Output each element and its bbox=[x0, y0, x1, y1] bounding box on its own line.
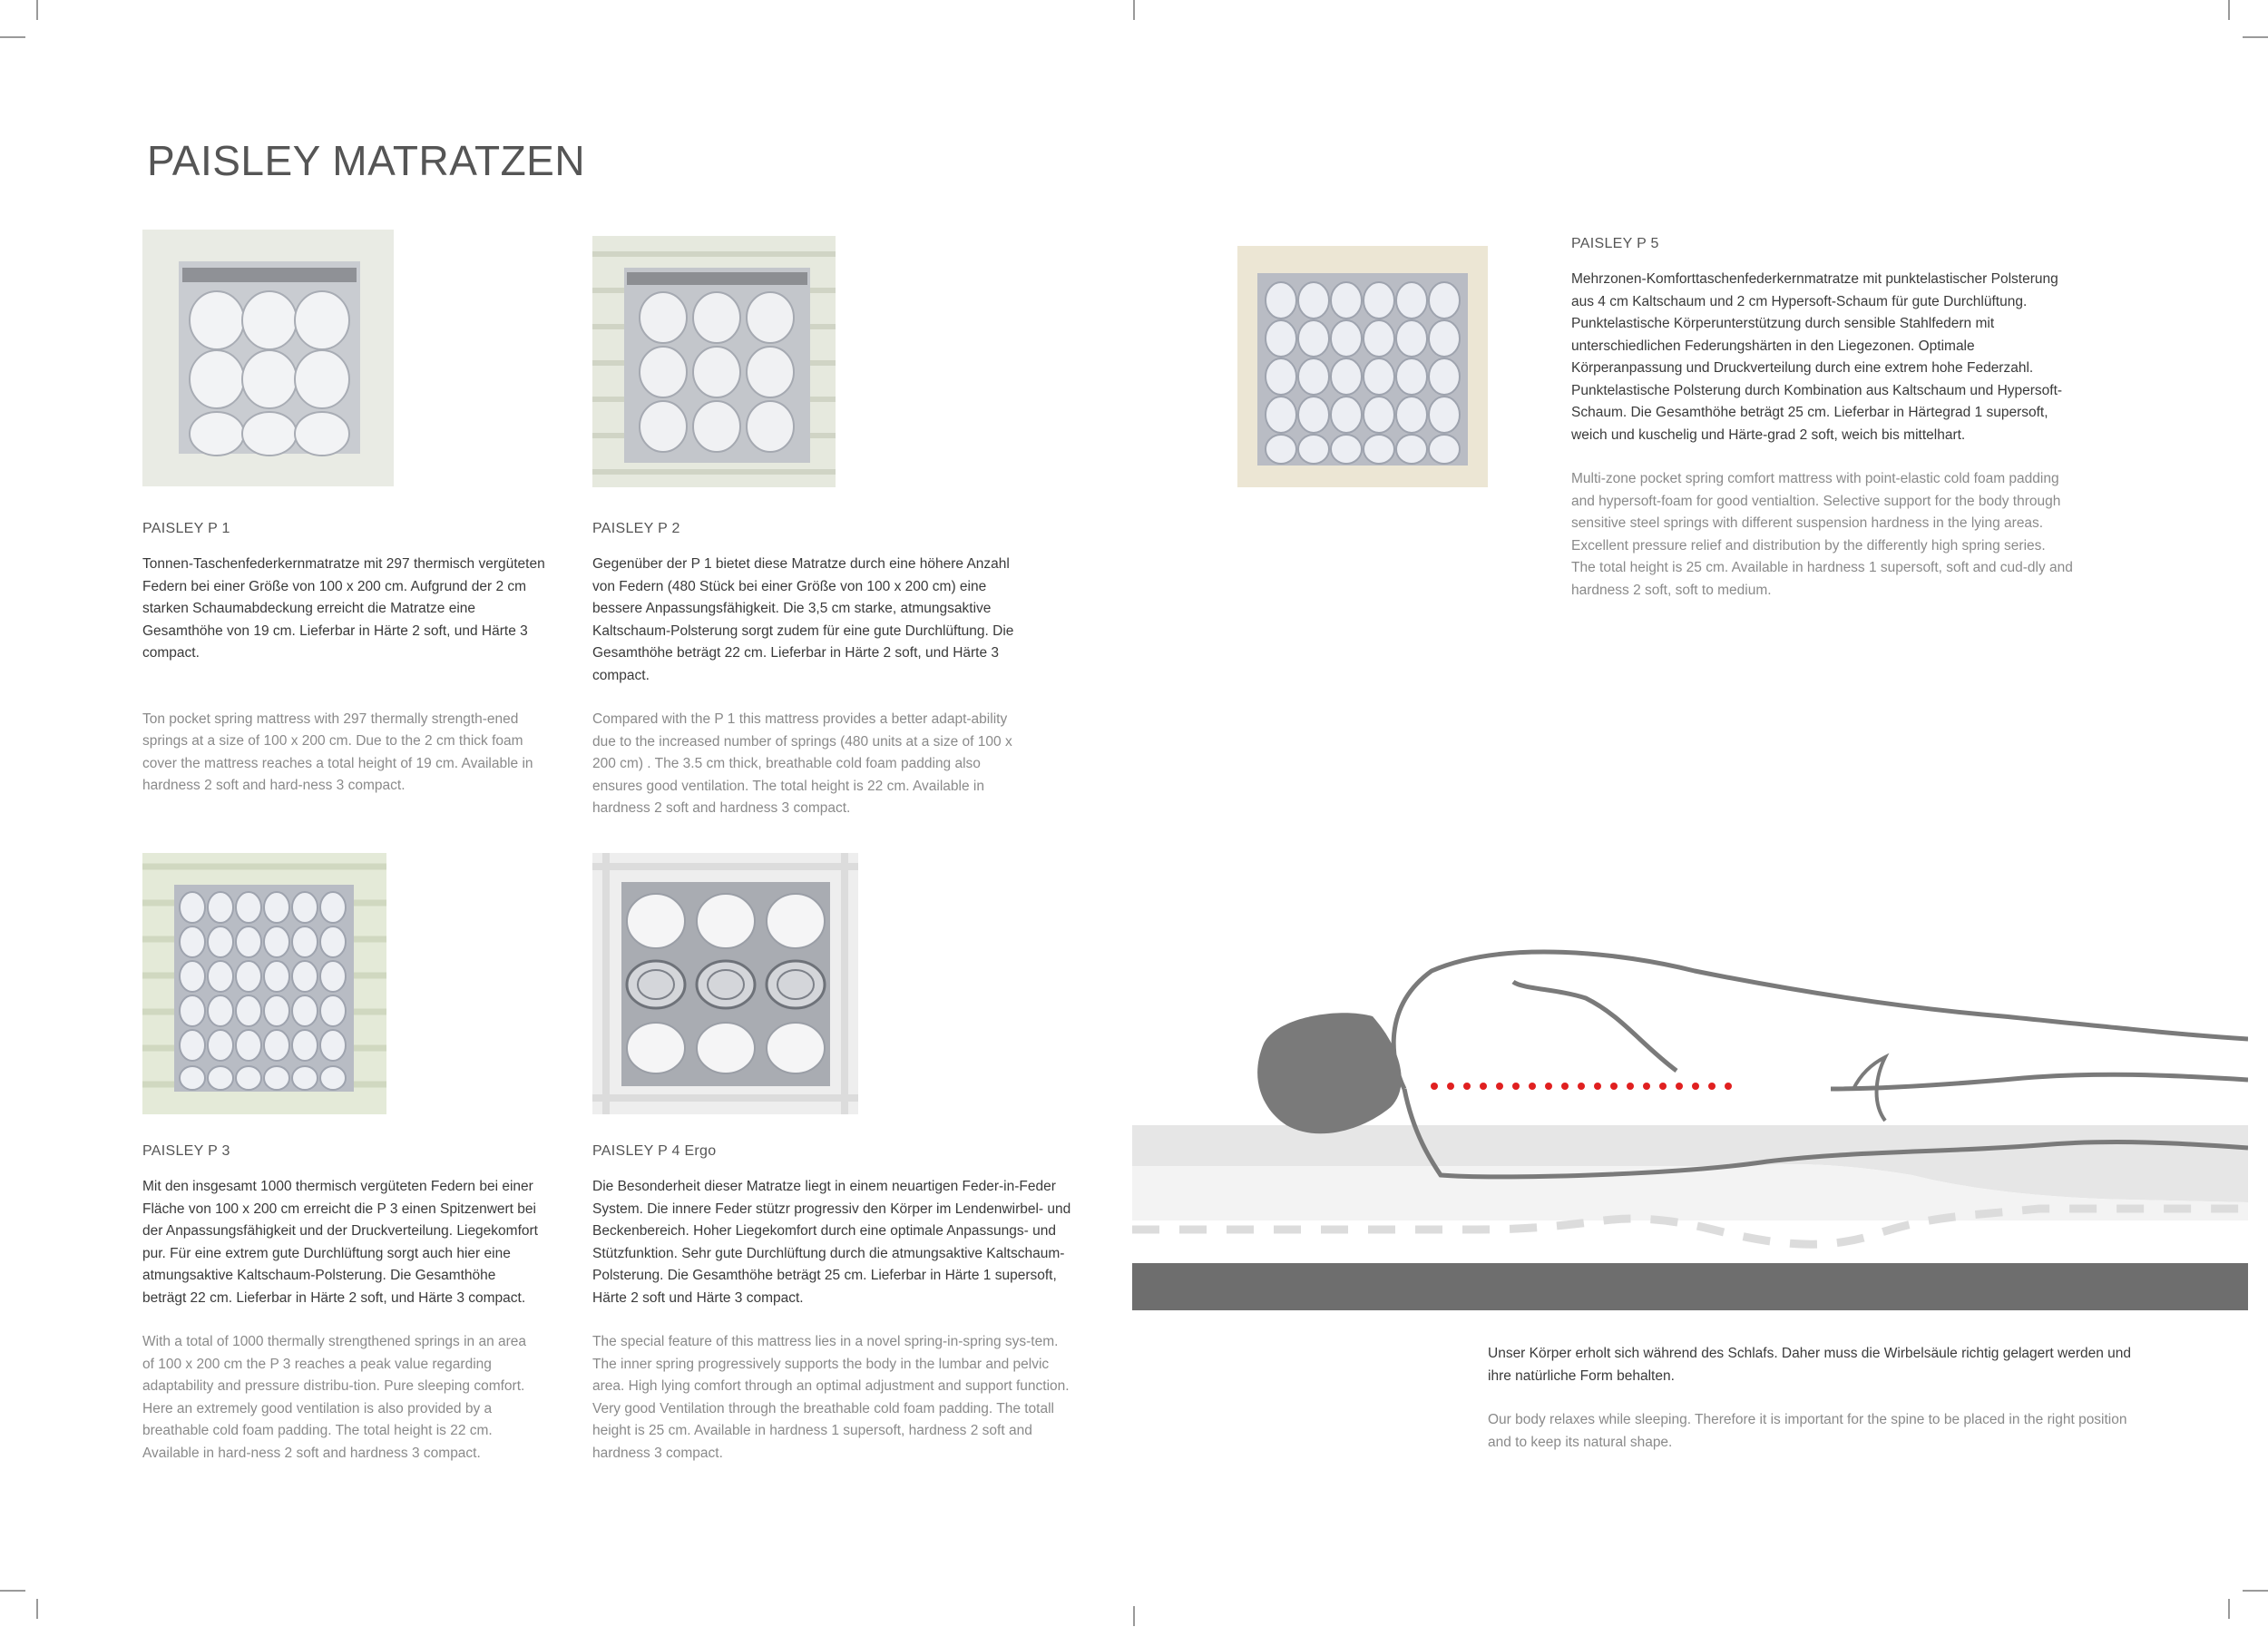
spine-alignment-illustration bbox=[1132, 944, 2248, 1316]
crop-mark bbox=[0, 36, 25, 38]
illustration-caption bbox=[1488, 1343, 2141, 1454]
product-name: PAISLEY P 2 bbox=[592, 521, 680, 536]
page-title: PAISLEY MATRATZEN bbox=[147, 137, 586, 184]
product-description-en: Compared with the P 1 this mattress provides a better adapt-ability due to the increased number of springs (480 units at a size of 100 x 200 cm) . The 3.5 cm thick, breathable cold foam padding also ensures good ventilation. The total height is 22 cm. Available in hardness 2 soft and hardness 3 compact. bbox=[592, 711, 1012, 816]
mattress-pocket-springs-photo bbox=[142, 230, 394, 486]
product-p4-ergo bbox=[592, 1143, 1078, 1465]
product-p5 bbox=[1571, 236, 2079, 602]
product-p3 bbox=[142, 1143, 542, 1465]
product-p1 bbox=[142, 521, 551, 798]
crop-mark bbox=[2243, 36, 2268, 38]
mattress-spring-in-spring-photo bbox=[592, 853, 858, 1114]
crop-mark bbox=[1133, 0, 1135, 20]
mattress-pocket-springs-photo bbox=[1237, 246, 1488, 487]
crop-mark bbox=[0, 1590, 25, 1592]
crop-mark bbox=[36, 1599, 38, 1619]
caption-de: Unser Körper erholt sich während des Schlafs. Daher muss die Wirbelsäule richtig gelagert werden und ihre natürliche Form behalten. bbox=[1488, 1346, 2132, 1384]
product-description-de: Gegenüber der P 1 bietet diese Matratze durch eine höhere Anzahl von Federn (480 Stück bei einer Größe von 100 x 200 cm) eine bessere Anpassungsfähigkeit. Die 3,5 cm starke, atmungsaktive Kaltschaum-Polsterung sorgt zudem für eine gute Durchlüftung. Die Gesamthöhe beträgt 22 cm. Lieferbar in Härte 2 soft, und Härte 3 compact. bbox=[592, 556, 1014, 683]
product-name: PAISLEY P 5 bbox=[1571, 236, 1659, 251]
product-name: PAISLEY P 1 bbox=[142, 521, 230, 536]
product-name: PAISLEY P 3 bbox=[142, 1143, 230, 1159]
product-description-en: With a total of 1000 thermally strengthened springs in an area of 100 x 200 cm the P 3 reaches a peak value regarding adaptability and pressure distribu-tion. Pure sleeping comfort. Here an extremely good ventilation is also provided by a breathable cold foam padding. The total height is 22 cm. Available in hard-ness 2 soft and hardness 3 compact. bbox=[142, 1334, 527, 1461]
product-name: PAISLEY P 4 Ergo bbox=[592, 1143, 717, 1159]
product-description-de: Mehrzonen-Komforttaschenfederkernmatratze mit punktelastischer Polsterung aus 4 cm Kaltschaum und 2 cm Hypersoft-Schaum für gute Durchlüftung. Punktelastische Körperunterstützung durch sensible Stahlfedern mit unterschiedlichen Federungshärten in den Liegezonen. Optimale Körperanpassung und Druckverteilung durch eine extrem hohe Federzahl. Punktelastische Polsterung durch Kombination aus Kaltschaum und Hypersoft-Schaum. Die Gesamthöhe beträgt 25 cm. Lieferbar in Härtegrad 1 supersoft, weich und kuschelig und Härte-grad 2 soft, weich bis mittelhart. bbox=[1571, 271, 2063, 443]
product-description-de: Die Besonderheit dieser Matratze liegt in einem neuartigen Feder-in-Feder System. Die innere Feder stützr progressiv den Körper im Lendenwirbel- und Beckenbereich. Hoher Liegekomfort durch eine optimale Anpassungs- und Stützfunktion. Sehr gute Durchlüftung durch die atmungsaktive Kaltschaum-Polsterung. Die Gesamthöhe beträgt 25 cm. Lieferbar in Härte 1 supersoft, Härte 2 soft und Härte 3 compact. bbox=[592, 1179, 1071, 1306]
crop-mark bbox=[36, 0, 38, 20]
mattress-pocket-springs-photo bbox=[142, 853, 386, 1114]
product-description-en: Ton pocket spring mattress with 297 thermally strength-ened springs at a size of 100 x 200 cm. Due to the 2 cm thick foam cover the mattress reaches a total height of 19 cm. Available in hardness 2 soft and hard-ness 3 compact. bbox=[142, 711, 533, 793]
product-description-en: The special feature of this mattress lies in a novel spring-in-spring sys-tem. The inner spring progressively supports the body in the lumbar and pelvic area. High lying comfort through an optimal adjustment and support function. Very good Ventilation through the breathable cold foam padding. The totall height is 25 cm. Available in hardness 1 supersoft, hardness 2 soft and hardness 3 compact. bbox=[592, 1334, 1070, 1461]
spine-dots bbox=[1431, 1083, 1732, 1090]
mattress-pocket-springs-photo bbox=[592, 236, 836, 487]
product-description-de: Tonnen-Taschenfederkernmatratze mit 297 thermisch vergüteten Federn bei einer Größe von 100 x 200 cm. Aufgrund der 2 cm starken Schaumabdeckung erreicht die Matratze eine Gesamthöhe von 19 cm. Lieferbar in Härte 2 soft, und Härte 3 compact. bbox=[142, 556, 545, 661]
crop-mark bbox=[2243, 1590, 2268, 1592]
crop-mark bbox=[1133, 1606, 1135, 1626]
caption-en: Our body relaxes while sleeping. Therefore it is important for the spine to be placed in the right position and to keep its natural shape. bbox=[1488, 1412, 2127, 1450]
product-description-en: Multi-zone pocket spring comfort mattress with point-elastic cold foam padding and hypersoft-foam for good ventialtion. Selective support for the body through sensitive steel springs with different suspension hardness in the lying areas. Excellent pressure relief and distribution by the differently high spring series. The total height is 25 cm. Available in hardness 1 supersoft, soft and cud-dly and hardness 2 soft, soft to medium. bbox=[1571, 471, 2073, 598]
crop-mark bbox=[2228, 0, 2230, 20]
product-p2 bbox=[592, 521, 1019, 820]
product-description-de: Mit den insgesamt 1000 thermisch vergüteten Federn bei einer Fläche von 100 x 200 cm erreicht die P 3 einen Spitzenwert bei der Anpassungsfähigkeit und der Druckverteilung. Liegekomfort pur. Für eine extrem gute Durchlüftung sorgt auch hier eine atmungsaktive Kaltschaum-Polsterung. Die Gesamthöhe beträgt 22 cm. Lieferbar in Härte 2 soft, und Härte 3 compact. bbox=[142, 1179, 538, 1306]
crop-mark bbox=[2228, 1599, 2230, 1619]
